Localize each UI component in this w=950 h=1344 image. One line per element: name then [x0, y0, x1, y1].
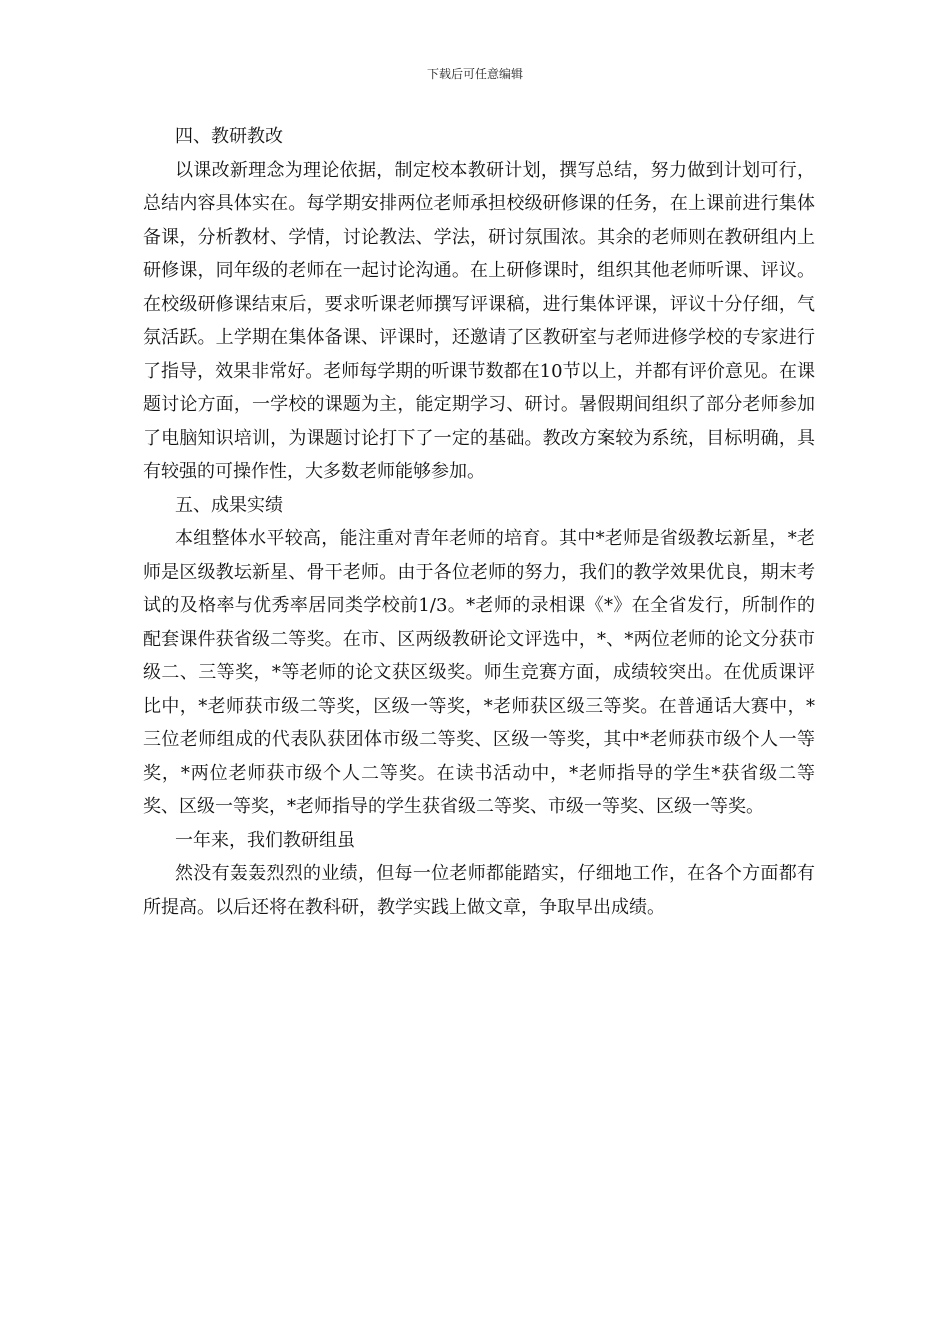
- section-heading-achievements: 五、成果实绩: [175, 494, 283, 516]
- paragraph-summary-intro: 一年来，我们教研组虽: [175, 829, 355, 851]
- page-header: 下载后可任意编辑: [426, 67, 523, 81]
- paragraph-teaching-research: 以课改新理念为理论依据，制定校本教研计划，撰写总结，努力做到计划可行，总结内容具体实在。每学期安排两位老师承担校级研修课的任务，在上课前进行集体备课，分析教材、学情，讨论教法、学法，研讨氛围浓。其余的老师则在教研组内上研修课，同年级的老师在一起讨论沟通。在上研修课时，组织其他老师听课、评议。在校级研修课结束后，要求听课老师撰写评课稿，进行集体评课，评议十分仔细，气氛活跃。上学期在集体备课、评课时，还邀请了区教研室与老师进修学校的专家进行了指导，效果非常好。老师每学期的听课节数都在10节以上，并都有评价意见。在课题讨论方面，一学校的课题为主，能定期学习、研讨。暑假期间组织了部分老师参加了电脑知识培训，为课题讨论打下了一定的基础。教改方案较为系统，目标明确，具有较强的可操作性，大多数老师能够参加。: [143, 159, 815, 482]
- paragraph-achievements: 本组整体水平较高，能注重对青年老师的培育。其中*老师是省级教坛新星，*老师是区级教坛新星、骨干老师。由于各位老师的努力，我们的教学效果优良，期末考试的及格率与优秀率居同类学校前1/3。*老师的录相课《*》在全省发行，所制作的配套课件获省级二等奖。在市、区两级教研论文评选中，*、*两位老师的论文分获市级二、三等奖，*等老师的论文获区级奖。师生竞赛方面，成绩较突出。在优质课评比中，*老师获市级二等奖，区级一等奖，*老师获区级三等奖。在普通话大赛中，*三位老师组成的代表队获团体市级二等奖、区级一等奖，其中*老师获市级个人一等奖，*两位老师获市级个人二等奖。在读书活动中，*老师指导的学生*获省级二等奖、区级一等奖，*老师指导的学生获省级二等奖、市级一等奖、区级一等奖。: [143, 528, 815, 817]
- section-heading-teaching-research: 四、教研教改: [175, 126, 283, 147]
- document-body: [143, 120, 815, 924]
- paragraph-summary: 然没有轰轰烈烈的业绩，但每一位老师都能踏实，仔细地工作，在各个方面都有所提高。以后还将在教科研，教学实践上做文章，争取早出成绩。: [143, 863, 815, 918]
